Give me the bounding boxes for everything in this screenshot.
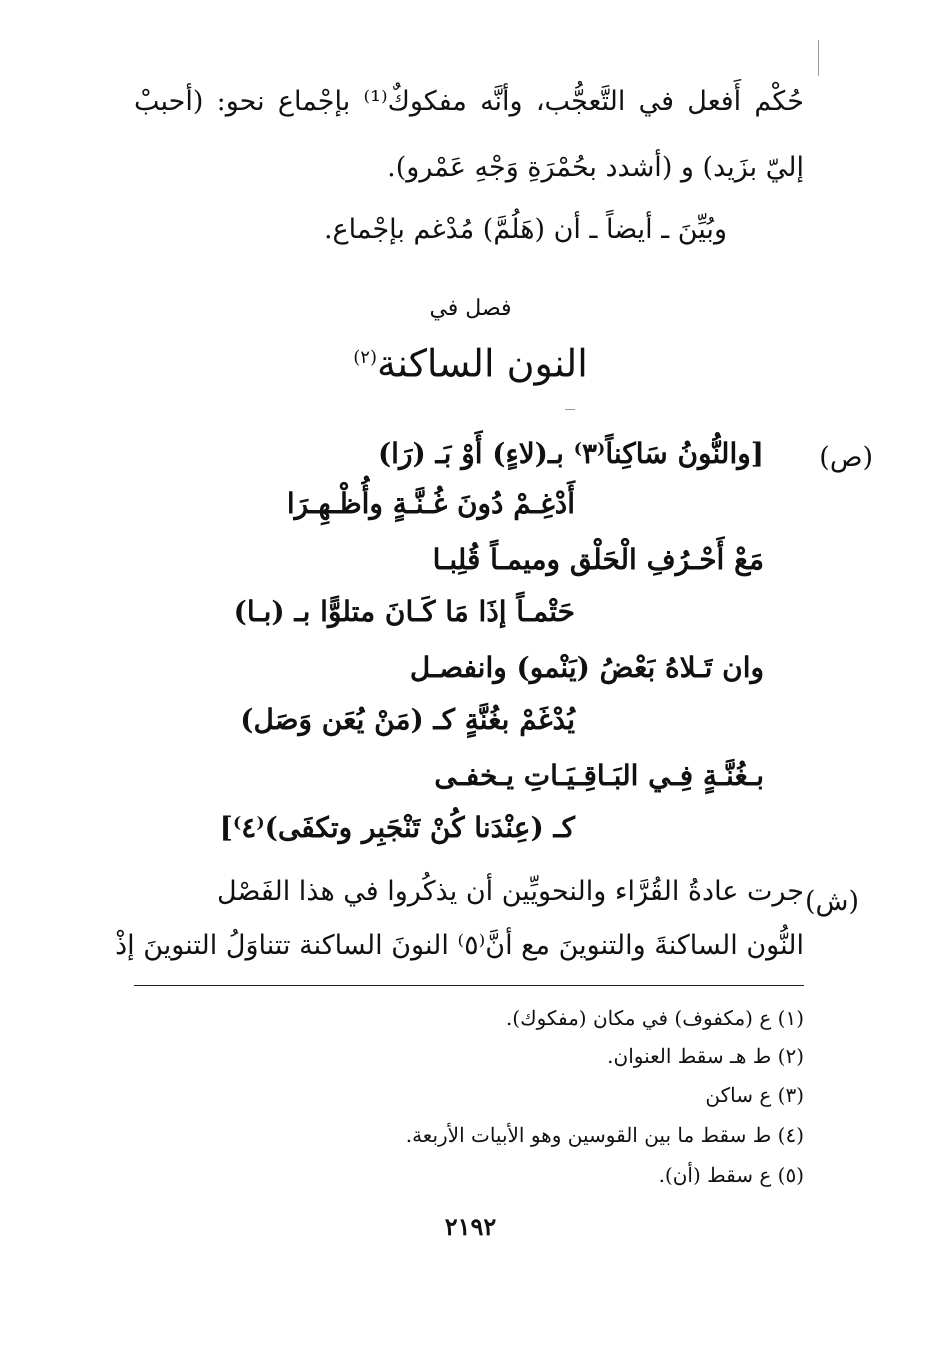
poem-line-4: حَتْمـاً إذَا مَا كَـانَ متلوًّا بـ (بـا) <box>233 595 575 628</box>
commentary-line-1: جرت عادةُ القُرَّاء والنحويِّين أن يذكُروا في هذا الفَصْل <box>216 876 804 907</box>
poem-line-1: [والنُّونُ سَاكِناً⁽٣⁾ بـ(لاءٍ) أَوْ بَـ (رَا) <box>377 437 764 470</box>
section-heading-title <box>0 332 941 390</box>
footnote-3: (٣) ع ساكن <box>705 1083 804 1107</box>
page-number: ٢١٩٢ <box>444 1212 497 1241</box>
section-heading-note: (٢) <box>353 347 377 368</box>
footnote-4: (٤) ط سقط ما بين القوسين وهو الأبيات الأربعة. <box>405 1123 804 1147</box>
footnote-5: (٥) ع سقط (أن). <box>658 1163 804 1187</box>
poem-line-5: وان تَـلاهُ بَعْضُ (يَنْمو) وانفصـل <box>409 651 764 684</box>
section-heading-text: النون الساكنة <box>376 341 588 386</box>
poem-line-3: مَعْ أَحْـرُفِ الْحَلْق وميمـاً قُلِبـا <box>432 543 764 576</box>
footnote-divider <box>134 985 804 986</box>
poem-line-8: كـ (عِنْدَنا كُنْ تَنْجَبِر وتكفَى)⁽٤⁾] <box>219 811 575 844</box>
body-line-1: حُكْم أَفعل في التَّعجُّب، وأنَّه مفكوكٌ⁽¹⁾ بإجْماع نحو: (أحببْ <box>134 86 804 117</box>
footnote-2: (٢) ط هـ سقط العنوان. <box>607 1044 804 1068</box>
body-line-3: وبُيِّنَ ـ أيضاً ـ أن (هَلُمَّ) مُدْغم بإجْماع. <box>323 214 727 245</box>
poem-label: (ص) <box>819 442 873 473</box>
scan-tick <box>565 409 575 410</box>
commentary-label: (ش) <box>804 886 859 917</box>
body-line-2: إليّ بزَيد) و (أشدد بحُمْرَةِ وَجْهِ عَمْرو). <box>387 152 804 183</box>
scan-mark <box>818 40 819 76</box>
poem-line-7: بـغُنَّـةٍ فِـي البَـاقِـيَـاتِ يـخفـى <box>434 759 764 792</box>
commentary-line-2: النُّون الساكنةَ والتنوينَ مع أنَّ⁽٥⁾ النونَ الساكنة تتناوَلُ التنوينَ إذْ <box>115 930 804 961</box>
footnote-1: (١) ع (مكفوف) في مكان (مفكوك). <box>505 1006 804 1030</box>
poem-line-2: أَدْغِـمْ دُونَ غُـنَّـةٍ وأُظْـهِـرَا <box>286 487 575 520</box>
poem-line-6: يُدْغَمْ بغُنَّةٍ كـ (مَنْ يُعَن وَصَل) <box>240 703 575 736</box>
section-heading-prefix: فصل في <box>429 296 512 321</box>
